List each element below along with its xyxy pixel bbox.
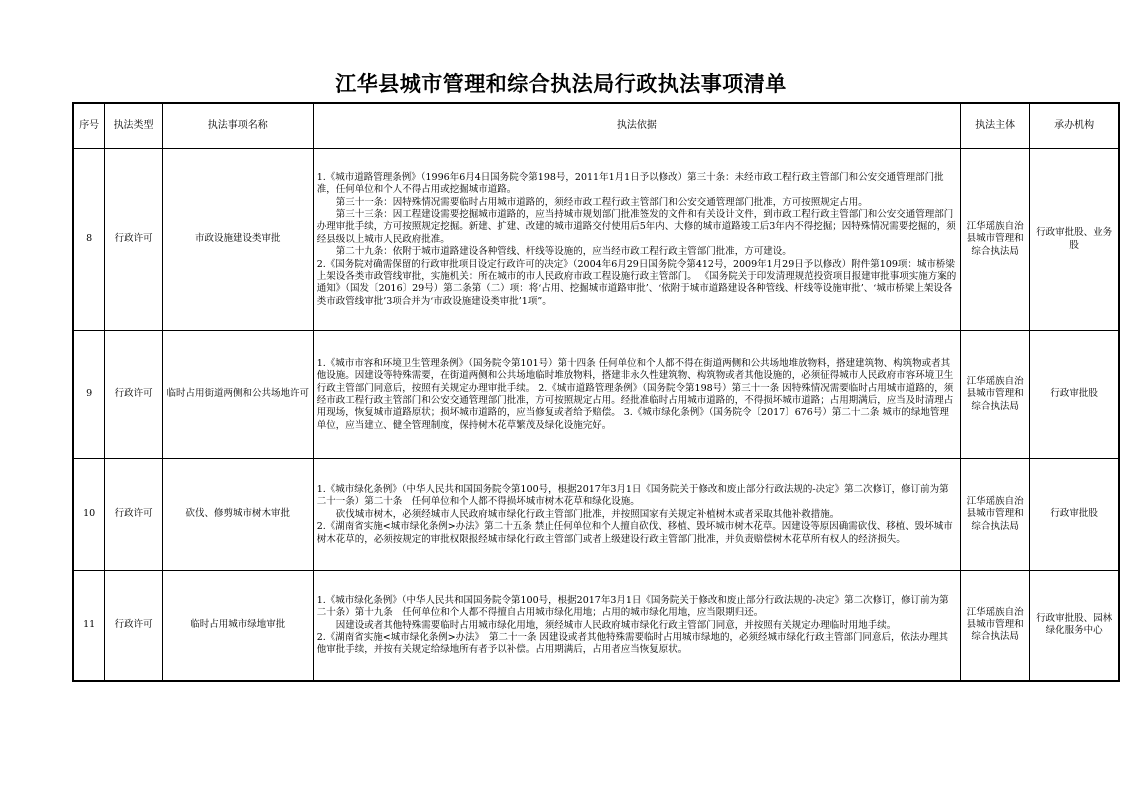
basis-paragraph: 因建设或者其他特殊需要临时占用城市绿化用地，须经城市人民政府城市绿化行政主管部门同意，并按照有关规定办理临时用地手续。 xyxy=(335,619,897,631)
row-subject: 江华瑶族自治县城市管理和综合执法局 xyxy=(961,149,1030,331)
header-seq: 序号 xyxy=(73,103,105,149)
row-item-name: 临时占用城市绿地审批 xyxy=(162,571,313,681)
row-office: 行政审批股 xyxy=(1030,331,1119,459)
row-item-name: 临时占用街道两侧和公共场地许可 xyxy=(162,331,313,459)
row-type: 行政许可 xyxy=(105,459,162,571)
row-basis xyxy=(313,149,960,331)
row-seq: 11 xyxy=(73,571,105,681)
row-office: 行政审批股、业务股 xyxy=(1030,149,1119,331)
row-office: 行政审批股、园林绿化服务中心 xyxy=(1030,571,1119,681)
basis-paragraph: 第三十三条：因工程建设需要挖掘城市道路的，应当持城市规划部门批准签发的文件和有关设计文件，到市政工程行政主管部门和公安交通管理部门办理审批手续，方可按照规定挖掘。新建、扩建、改建的城市道路交付使用后5年内、大修的城市道路竣工后3年内不得挖掘；因特殊情况需要挖掘的，须经县级以上城市人民政府批准。 xyxy=(316,208,956,245)
row-office: 行政审批股 xyxy=(1030,459,1119,571)
basis-paragraph: 砍伐城市树木，必须经城市人民政府城市绿化行政主管部门批准，并按照国家有关规定补植树木或者采取其他补救措施。 xyxy=(335,508,840,520)
table-header-row xyxy=(73,103,1119,149)
basis-paragraph: 2.《湖南省实施<城市绿化条例>办法》 第二十一条 因建设或者其他特殊需要临时占用城市绿地的，必须经城市绿化行政主管部门同意后，依法办理其他审批手续，并按有关规定给绿地所有者予以补偿。占用期满后，占用者应当恢复原状。 xyxy=(316,631,948,656)
row-seq: 10 xyxy=(73,459,105,571)
row-basis xyxy=(313,459,960,571)
row-basis xyxy=(313,571,960,681)
basis-paragraph: 1.《城市市容和环境卫生管理条例》（国务院令第101号）第十四条 任何单位和个人都不得在街道两侧和公共场地堆放物料，搭建建筑物、构筑物或者其他设施。因建设等特殊需要，在街道两侧和公共场地临时堆放物料，搭建非永久性建筑物、构筑物或者其他设施的，必须征得城市人民政府市容环境卫生行政主管部门同意后，按照有关规定办理审批手续。 2.《城市道路管理条例》（国务院令第198号）第三十一条 因特殊情况需要临时占用城市道路的，须经市政工程行政主管部门和公安交通管理部门批准，方可按照规定占用。经批准临时占用城市道路的，不得损坏城市道路；占用期满后，应当及时清理占用现场，恢复城市道路原状；损坏城市道路的，应当修复或者给予赔偿。 3.《城市绿化条例》（国务院令〔2017〕676号）第二十二条 城市的绿地管理单位，应当建立、健全管理制度，保持树木花草繁茂及绿化设施完好。 xyxy=(316,357,954,431)
header-type: 执法类型 xyxy=(105,103,162,149)
table-row xyxy=(73,149,1119,331)
basis-paragraph: 1.《城市绿化条例》（中华人民共和国国务院令第100号，根据2017年3月1日《国务院关于修改和废止部分行政法规的-决定》第二次修订，修订前为第二十条）第十九条 任何单位和个人都不得擅自占用城市绿化用地；占用的城市绿化用地，应当限期归还。 xyxy=(316,594,949,619)
row-seq: 9 xyxy=(73,331,105,459)
row-basis xyxy=(313,331,960,459)
header-office: 承办机构 xyxy=(1030,103,1119,149)
enforcement-items-table xyxy=(72,102,1120,682)
basis-paragraph: 2.《国务院对确需保留的行政审批项目设定行政许可的决定》（2004年6月29日国务院令第412号，2009年1月29日予以修改）附件第109项：城市桥梁上架设各类市政管线审批，实施机关：所在城市的市人民政府市政工程设施行政主管部门。 《国务院关于印发清理规范投资项目报建审批事项实施方案的通知》（国发〔2016〕29号）第二条第（二）项：将‘占用、挖掘城市道路审批’、‘依附于城市道路建设各种管线、杆线等设施审批’、‘城市桥梁上架设各类市政管线审批’3项合并为‘市政设施建设类审批’1项”。 xyxy=(316,258,957,307)
row-subject: 江华瑶族自治县城市管理和综合执法局 xyxy=(961,571,1030,681)
basis-paragraph: 1.《城市绿化条例》（中华人民共和国国务院令第100号，根据2017年3月1日《国务院关于修改和废止部分行政法规的-决定》第二次修订，修订前为第二十一条）第二十条 任何单位和个人都不得损坏城市树木花草和绿化设施。 xyxy=(316,483,949,508)
row-item-name: 砍伐、修剪城市树木审批 xyxy=(162,459,313,571)
row-item-name: 市政设施建设类审批 xyxy=(162,149,313,331)
header-subject: 执法主体 xyxy=(961,103,1030,149)
table-row xyxy=(73,331,1119,459)
header-item-name: 执法事项名称 xyxy=(162,103,313,149)
header-basis: 执法依据 xyxy=(313,103,960,149)
row-seq: 8 xyxy=(73,149,105,331)
row-type: 行政许可 xyxy=(105,571,162,681)
table-row xyxy=(73,459,1119,571)
basis-paragraph: 第二十九条：依附于城市道路建设各种管线、杆线等设施的，应当经市政工程行政主管部门批准，方可建设。 xyxy=(335,246,792,258)
basis-paragraph: 2.《湖南省实施<城市绿化条例>办法》第二十五条 禁止任何单位和个人擅自砍伐、移植、毁坏城市树木花草。因建设等原因确需砍伐、移植、毁坏城市树木花草的，必须按规定的审批权限报经城市绿化行政主管部门或者上级建设行政主管部门批准，并负责赔偿树木花草所有权人的经济损失。 xyxy=(316,521,953,545)
row-type: 行政许可 xyxy=(105,149,162,331)
basis-paragraph: 1.《城市道路管理条例》（1996年6月4日国务院令第198号，2011年1月1日予以修改）第三十条：未经市政工程行政主管部门和公安交通管理部门批准，任何单位和个人不得占用或挖掘城市道路。 xyxy=(316,171,944,196)
basis-paragraph: 第三十一条：因特殊情况需要临时占用城市道路的，须经市政工程行政主管部门和公安交通管理部门批准，方可按照规定占用。 xyxy=(335,196,868,208)
row-type: 行政许可 xyxy=(105,331,162,459)
row-subject: 江华瑶族自治县城市管理和综合执法局 xyxy=(961,459,1030,571)
table-row xyxy=(73,571,1119,681)
row-subject: 江华瑶族自治县城市管理和综合执法局 xyxy=(961,331,1030,459)
page-title: 江华县城市管理和综合执法局行政执法事项清单 xyxy=(335,71,787,96)
